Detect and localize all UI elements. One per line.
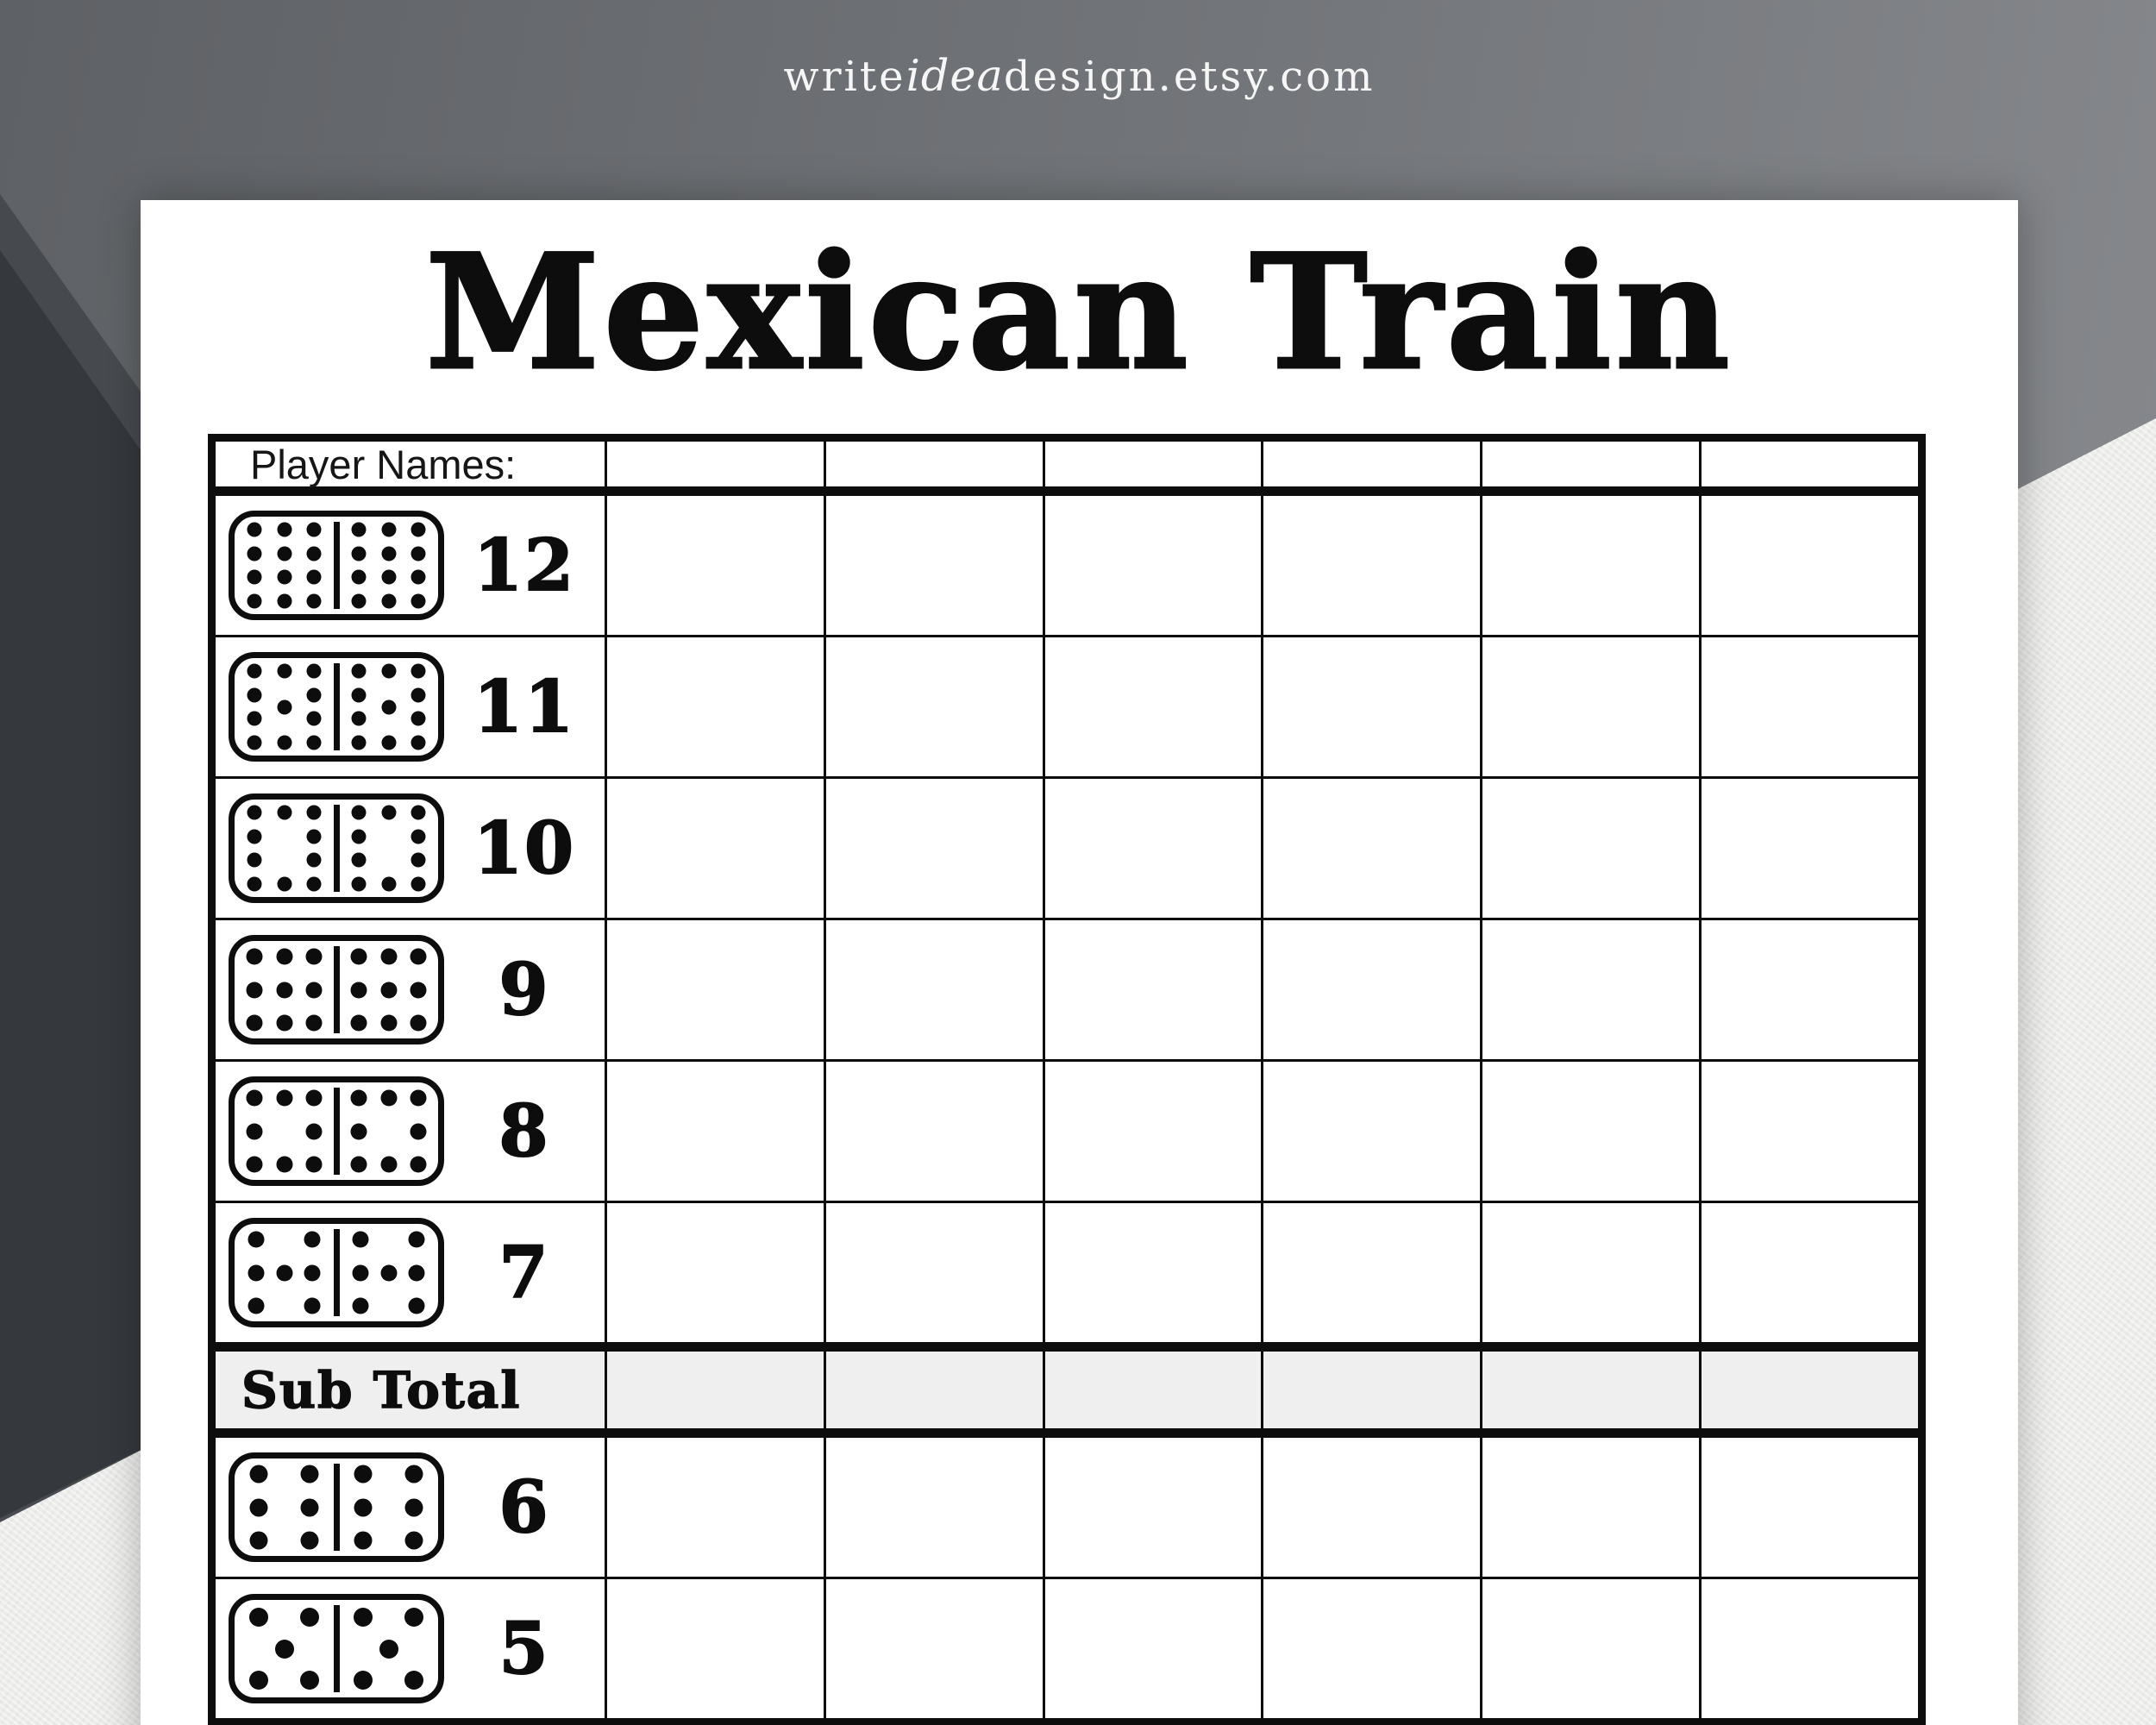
domino-pip: [408, 1232, 424, 1248]
header-player-cell: [1043, 442, 1262, 486]
domino-pip: [411, 546, 425, 561]
domino-pip: [277, 877, 291, 892]
domino-pip: [277, 805, 291, 819]
domino-pip: [249, 1498, 267, 1516]
domino-double-9-icon: [229, 935, 444, 1044]
domino-pip: [410, 949, 426, 965]
score-player-cell: [605, 1062, 824, 1201]
domino-half-left: [238, 1600, 330, 1697]
domino-pip: [411, 522, 425, 536]
domino-pip: [305, 1123, 322, 1139]
domino-pip: [405, 1498, 423, 1516]
domino-double-11-icon: [229, 652, 444, 762]
domino-pip: [410, 1123, 426, 1139]
page-title: Mexican Train: [425, 220, 1733, 405]
domino-pip: [352, 522, 367, 536]
domino-pip: [404, 1671, 423, 1690]
domino-double-10-icon: [229, 794, 444, 903]
domino-pip: [352, 877, 367, 892]
domino-pip: [277, 736, 291, 750]
watermark-script-part: idea: [906, 50, 1004, 101]
round-label-cell: [216, 496, 605, 635]
domino-pip: [301, 1531, 319, 1549]
domino-half-right: [342, 517, 435, 614]
domino-pip: [411, 736, 425, 750]
domino-pip: [411, 594, 425, 609]
domino-pip: [354, 1498, 372, 1516]
score-row-8: [216, 1062, 1918, 1203]
domino-pip: [353, 1264, 369, 1281]
round-number: 8: [498, 1089, 550, 1173]
score-player-cell: [605, 779, 824, 918]
subtotal-row: [216, 1342, 1918, 1438]
domino-pip: [248, 712, 262, 726]
score-player-cell: [824, 1203, 1043, 1342]
round-number: 9: [498, 948, 550, 1032]
round-number: 11: [473, 665, 576, 749]
domino-pip: [277, 570, 291, 585]
score-player-cell: [1261, 779, 1480, 918]
domino-pip: [351, 982, 367, 998]
domino-pip: [248, 1232, 265, 1248]
score-sheet-paper: [141, 200, 2018, 1725]
domino-pip: [248, 853, 262, 868]
score-player-cell: [1043, 1203, 1262, 1342]
domino-divider: [334, 1464, 340, 1551]
domino-pip: [411, 570, 425, 585]
score-player-cell: [1043, 920, 1262, 1059]
domino-pip: [405, 1531, 423, 1549]
domino-pip: [305, 1090, 322, 1107]
domino-pip: [305, 1014, 322, 1031]
domino-pip: [352, 570, 367, 585]
domino-pip: [276, 1156, 292, 1172]
score-player-cell: [605, 1438, 824, 1577]
domino-pip: [410, 1156, 426, 1172]
score-player-cell: [1261, 496, 1480, 635]
domino-pip: [248, 829, 262, 844]
domino-pip: [411, 712, 425, 726]
player-names-label: Player Names:: [250, 441, 517, 487]
domino-half-right: [342, 941, 435, 1038]
domino-pip: [381, 522, 396, 536]
domino-pip: [247, 1123, 263, 1139]
domino-pip: [354, 1671, 373, 1690]
domino-pip: [410, 982, 426, 998]
score-player-cell: [824, 637, 1043, 776]
score-player-cell: [605, 1203, 824, 1342]
round-label-cell: [216, 1062, 605, 1201]
score-player-cell: [1699, 1203, 1918, 1342]
domino-double-12-icon: [229, 511, 444, 620]
round-number: 5: [498, 1607, 550, 1690]
domino-pip: [306, 736, 321, 750]
domino-pip: [277, 522, 291, 536]
domino-pip: [248, 805, 262, 819]
score-player-cell: [1699, 637, 1918, 776]
domino-pip: [381, 570, 396, 585]
domino-half-left: [238, 1082, 330, 1180]
domino-pip: [352, 546, 367, 561]
domino-pip: [381, 805, 396, 819]
score-player-cell: [1261, 637, 1480, 776]
subtotal-player-cell: [1261, 1352, 1480, 1428]
domino-double-5-icon: [229, 1594, 444, 1703]
score-player-cell: [824, 1579, 1043, 1718]
domino-half-right: [342, 1082, 435, 1180]
score-player-cell: [1699, 1438, 1918, 1577]
score-row-11: [216, 637, 1918, 779]
domino-pip: [381, 877, 396, 892]
subtotal-player-cell: [1480, 1352, 1699, 1428]
domino-pip: [354, 1608, 373, 1627]
score-player-cell: [1480, 1438, 1699, 1577]
score-player-cell: [1043, 1062, 1262, 1201]
score-table: [208, 434, 1926, 1725]
domino-pip: [352, 712, 367, 726]
domino-divider: [334, 1229, 340, 1316]
domino-pip: [381, 663, 396, 678]
domino-half-right: [342, 1600, 435, 1697]
score-player-cell: [1261, 920, 1480, 1059]
domino-pip: [352, 853, 367, 868]
domino-pip: [380, 949, 397, 965]
domino-pip: [380, 1014, 397, 1031]
score-player-cell: [1699, 496, 1918, 635]
domino-pip: [306, 853, 321, 868]
table-header-row: [216, 442, 1918, 496]
domino-pip: [380, 982, 397, 998]
domino-pip: [249, 1465, 267, 1484]
round-label-cell: [216, 1203, 605, 1342]
domino-pip: [306, 546, 321, 561]
domino-pip: [408, 1297, 424, 1314]
domino-pip: [306, 829, 321, 844]
domino-half-left: [238, 658, 330, 756]
domino-pip: [248, 594, 262, 609]
domino-pip: [300, 1671, 319, 1690]
domino-pip: [354, 1465, 372, 1484]
header-player-cell: [605, 442, 824, 486]
score-player-cell: [1261, 1579, 1480, 1718]
domino-half-left: [238, 1458, 330, 1556]
score-player-cell: [1043, 637, 1262, 776]
score-player-cell: [1043, 779, 1262, 918]
score-player-cell: [824, 496, 1043, 635]
round-number: 6: [498, 1465, 550, 1549]
score-player-cell: [1699, 920, 1918, 1059]
score-player-cell: [1261, 1438, 1480, 1577]
domino-pip: [248, 877, 262, 892]
domino-pip: [352, 687, 367, 702]
watermark: [141, 52, 2018, 101]
domino-half-right: [342, 1458, 435, 1556]
domino-divider: [334, 663, 340, 750]
domino-pip: [381, 699, 396, 714]
score-player-cell: [824, 779, 1043, 918]
domino-half-right: [342, 658, 435, 756]
domino-pip: [248, 570, 262, 585]
domino-pip: [277, 594, 291, 609]
domino-pip: [351, 1123, 367, 1139]
score-player-cell: [824, 1438, 1043, 1577]
domino-pip: [248, 687, 262, 702]
domino-pip: [381, 594, 396, 609]
domino-pip: [306, 687, 321, 702]
domino-pip: [380, 1264, 397, 1281]
domino-pip: [411, 853, 425, 868]
domino-half-right: [342, 800, 435, 897]
round-label-cell: [216, 637, 605, 776]
domino-half-left: [238, 1224, 330, 1321]
domino-pip: [411, 663, 425, 678]
domino-pip: [277, 663, 291, 678]
domino-pip: [351, 1156, 367, 1172]
domino-pip: [351, 1090, 367, 1107]
header-player-cell: [824, 442, 1043, 486]
domino-pip: [248, 663, 262, 678]
domino-pip: [305, 949, 322, 965]
domino-pip: [411, 805, 425, 819]
domino-pip: [248, 522, 262, 536]
domino-pip: [301, 1498, 319, 1516]
domino-pip: [276, 1014, 292, 1031]
domino-pip: [352, 594, 367, 609]
domino-pip: [352, 829, 367, 844]
watermark-part1: write: [783, 53, 906, 101]
domino-pip: [411, 687, 425, 702]
score-player-cell: [605, 920, 824, 1059]
header-player-cell: [1480, 442, 1699, 486]
domino-pip: [275, 1640, 294, 1659]
domino-pip: [408, 1264, 424, 1281]
domino-divider: [334, 1605, 340, 1692]
domino-pip: [379, 1640, 398, 1659]
domino-pip: [277, 546, 291, 561]
domino-pip: [276, 982, 292, 998]
domino-pip: [247, 949, 263, 965]
domino-half-left: [238, 517, 330, 614]
domino-pip: [381, 736, 396, 750]
domino-pip: [353, 1232, 369, 1248]
score-player-cell: [1480, 1203, 1699, 1342]
domino-pip: [410, 1090, 426, 1107]
domino-pip: [247, 1156, 263, 1172]
domino-double-7-icon: [229, 1218, 444, 1327]
domino-pip: [247, 1014, 263, 1031]
score-player-cell: [1043, 1579, 1262, 1718]
score-row-6: [216, 1438, 1918, 1579]
domino-pip: [249, 1531, 267, 1549]
score-player-cell: [1699, 779, 1918, 918]
domino-pip: [249, 1608, 268, 1627]
round-label-cell: [216, 920, 605, 1059]
score-row-9: [216, 920, 1918, 1062]
watermark-part3: design.etsy.com: [1003, 53, 1376, 101]
domino-pip: [247, 982, 263, 998]
domino-pip: [301, 1465, 319, 1484]
domino-pip: [304, 1264, 320, 1281]
round-label-cell: [216, 779, 605, 918]
domino-pip: [380, 1090, 397, 1107]
domino-divider: [334, 1088, 340, 1175]
domino-half-left: [238, 800, 330, 897]
domino-pip: [404, 1608, 423, 1627]
score-player-cell: [1480, 1062, 1699, 1201]
domino-pip: [381, 546, 396, 561]
score-player-cell: [1480, 637, 1699, 776]
score-player-cell: [605, 496, 824, 635]
domino-half-left: [238, 941, 330, 1038]
domino-pip: [306, 805, 321, 819]
domino-pip: [405, 1465, 423, 1484]
subtotal-player-cell: [605, 1352, 824, 1428]
score-player-cell: [1699, 1062, 1918, 1201]
score-row-5: [216, 1579, 1918, 1718]
domino-pip: [351, 1014, 367, 1031]
score-player-cell: [1699, 1579, 1918, 1718]
domino-pip: [352, 663, 367, 678]
subtotal-player-cell: [824, 1352, 1043, 1428]
domino-pip: [306, 712, 321, 726]
subtotal-label: Sub Total: [241, 1360, 522, 1420]
round-number: 10: [473, 806, 576, 890]
domino-pip: [306, 663, 321, 678]
score-player-cell: [605, 1579, 824, 1718]
header-player-cell: [1699, 442, 1918, 486]
domino-pip: [276, 949, 292, 965]
round-label-cell: [216, 1438, 605, 1577]
domino-pip: [247, 1090, 263, 1107]
domino-pip: [305, 982, 322, 998]
domino-pip: [306, 570, 321, 585]
domino-pip: [354, 1531, 372, 1549]
domino-pip: [352, 736, 367, 750]
score-player-cell: [1043, 1438, 1262, 1577]
domino-double-8-icon: [229, 1076, 444, 1186]
domino-pip: [305, 1156, 322, 1172]
domino-pip: [411, 877, 425, 892]
score-player-cell: [1480, 779, 1699, 918]
domino-pip: [276, 1264, 292, 1281]
domino-pip: [306, 877, 321, 892]
round-label-cell: [216, 1579, 605, 1718]
score-player-cell: [1480, 1579, 1699, 1718]
round-number: 7: [498, 1231, 550, 1314]
score-player-cell: [1043, 496, 1262, 635]
domino-pip: [277, 699, 291, 714]
domino-half-right: [342, 1224, 435, 1321]
domino-pip: [351, 949, 367, 965]
domino-pip: [380, 1156, 397, 1172]
score-row-10: [216, 779, 1918, 920]
domino-pip: [306, 522, 321, 536]
header-player-cell: [1261, 442, 1480, 486]
domino-divider: [334, 805, 340, 892]
domino-divider: [334, 522, 340, 609]
subtotal-player-cell: [1043, 1352, 1262, 1428]
domino-pip: [248, 546, 262, 561]
domino-pip: [304, 1297, 320, 1314]
subtotal-player-cell: [1699, 1352, 1918, 1428]
score-player-cell: [1480, 920, 1699, 1059]
score-row-7: [216, 1203, 1918, 1342]
domino-pip: [353, 1297, 369, 1314]
round-number: 12: [473, 524, 576, 607]
score-player-cell: [605, 637, 824, 776]
domino-double-6-icon: [229, 1452, 444, 1562]
domino-pip: [248, 736, 262, 750]
domino-pip: [248, 1297, 265, 1314]
score-row-12: [216, 496, 1918, 637]
domino-pip: [300, 1608, 319, 1627]
domino-pip: [249, 1671, 268, 1690]
domino-pip: [276, 1090, 292, 1107]
domino-divider: [334, 946, 340, 1033]
score-player-cell: [1261, 1062, 1480, 1201]
domino-pip: [248, 1264, 265, 1281]
score-player-cell: [824, 920, 1043, 1059]
score-player-cell: [824, 1062, 1043, 1201]
score-player-cell: [1261, 1203, 1480, 1342]
domino-pip: [410, 1014, 426, 1031]
domino-pip: [352, 805, 367, 819]
score-player-cell: [1480, 496, 1699, 635]
domino-pip: [306, 594, 321, 609]
domino-pip: [304, 1232, 320, 1248]
domino-pip: [411, 829, 425, 844]
